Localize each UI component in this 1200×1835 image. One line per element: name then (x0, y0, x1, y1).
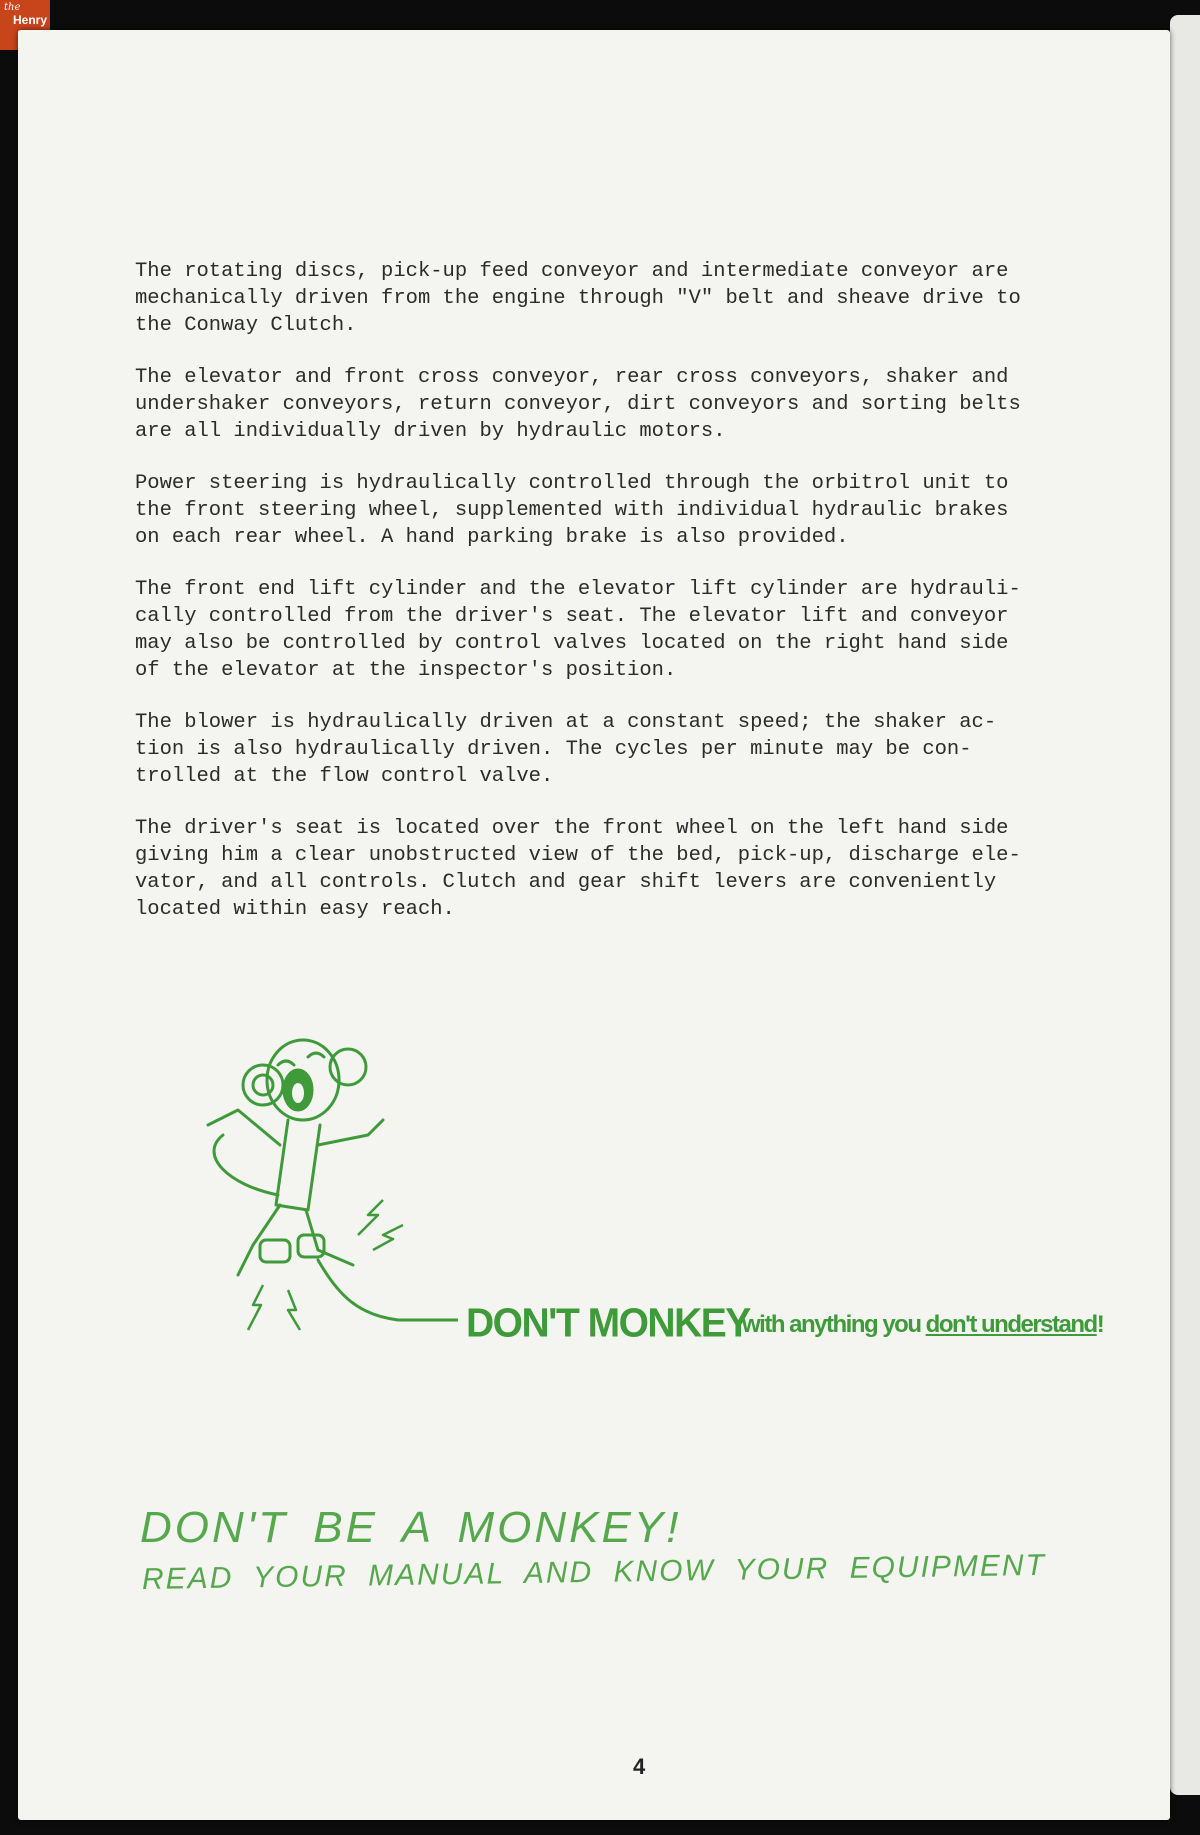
ad-tagline-prefix: with anything you (742, 1311, 926, 1338)
ad-tagline-underlined: don't understand (925, 1311, 1097, 1338)
paragraph-drive-system: The rotating discs, pick-up feed conveyor and intermediate conveyor are mechanically driven from the engine through "V" belt and sheave drive to the Conway Clutch. (135, 260, 1021, 337)
paragraph-drivers-seat: The driver's seat is located over the front wheel on the left hand side giving him a clear unobstructed view of the bed, pick-up, discharge ele- vator, and all controls. Clutch and gear shift levers are conveniently located within easy reach. (135, 817, 1021, 921)
paragraph-blower: The blower is hydraulically driven at a constant speed; the shaker ac- tion is also hydraulically driven. The cycles per minute may be con- trolled at the flow control valve. (135, 711, 997, 788)
paragraph-lift-cylinders: The front end lift cylinder and the elevator lift cylinder are hydrauli- cally controlled from the driver's seat. The elevator lift and conveyor may also be controlled by control valves located on the right hand side of the elevator at the inspector's position. (135, 578, 1021, 682)
ad-tagline-suffix: ! (1096, 1311, 1104, 1338)
page-number: 4 (633, 1754, 646, 1779)
slogan-headline: DON'T BE A MONKEY! (140, 1503, 682, 1552)
ad-title: DON'T MONKEY (466, 1300, 750, 1347)
paragraph-hydraulic-motors: The elevator and front cross conveyor, rear cross conveyors, shaker and undershaker conveyors, return conveyor, dirt conveyors and sorting belts are all individually driven by hydraulic motors. (135, 366, 1021, 443)
next-page-edge (1170, 15, 1200, 1795)
monkey-illustration (168, 1035, 458, 1335)
manual-page (18, 30, 1170, 1820)
logo-henry: Henry (12, 13, 47, 27)
paragraph-power-steering: Power steering is hydraulically controlled through the orbitrol unit to the front steering wheel, supplemented with individual hydraulic brakes on each rear wheel. A hand parking brake is also provided. (135, 472, 1009, 549)
slogan-subline: READ YOUR MANUAL AND KNOW YOUR EQUIPMENT (141, 1548, 1047, 1596)
ad-tagline (742, 1311, 1103, 1339)
logo-the: the (4, 2, 21, 13)
body-text (135, 258, 1115, 948)
